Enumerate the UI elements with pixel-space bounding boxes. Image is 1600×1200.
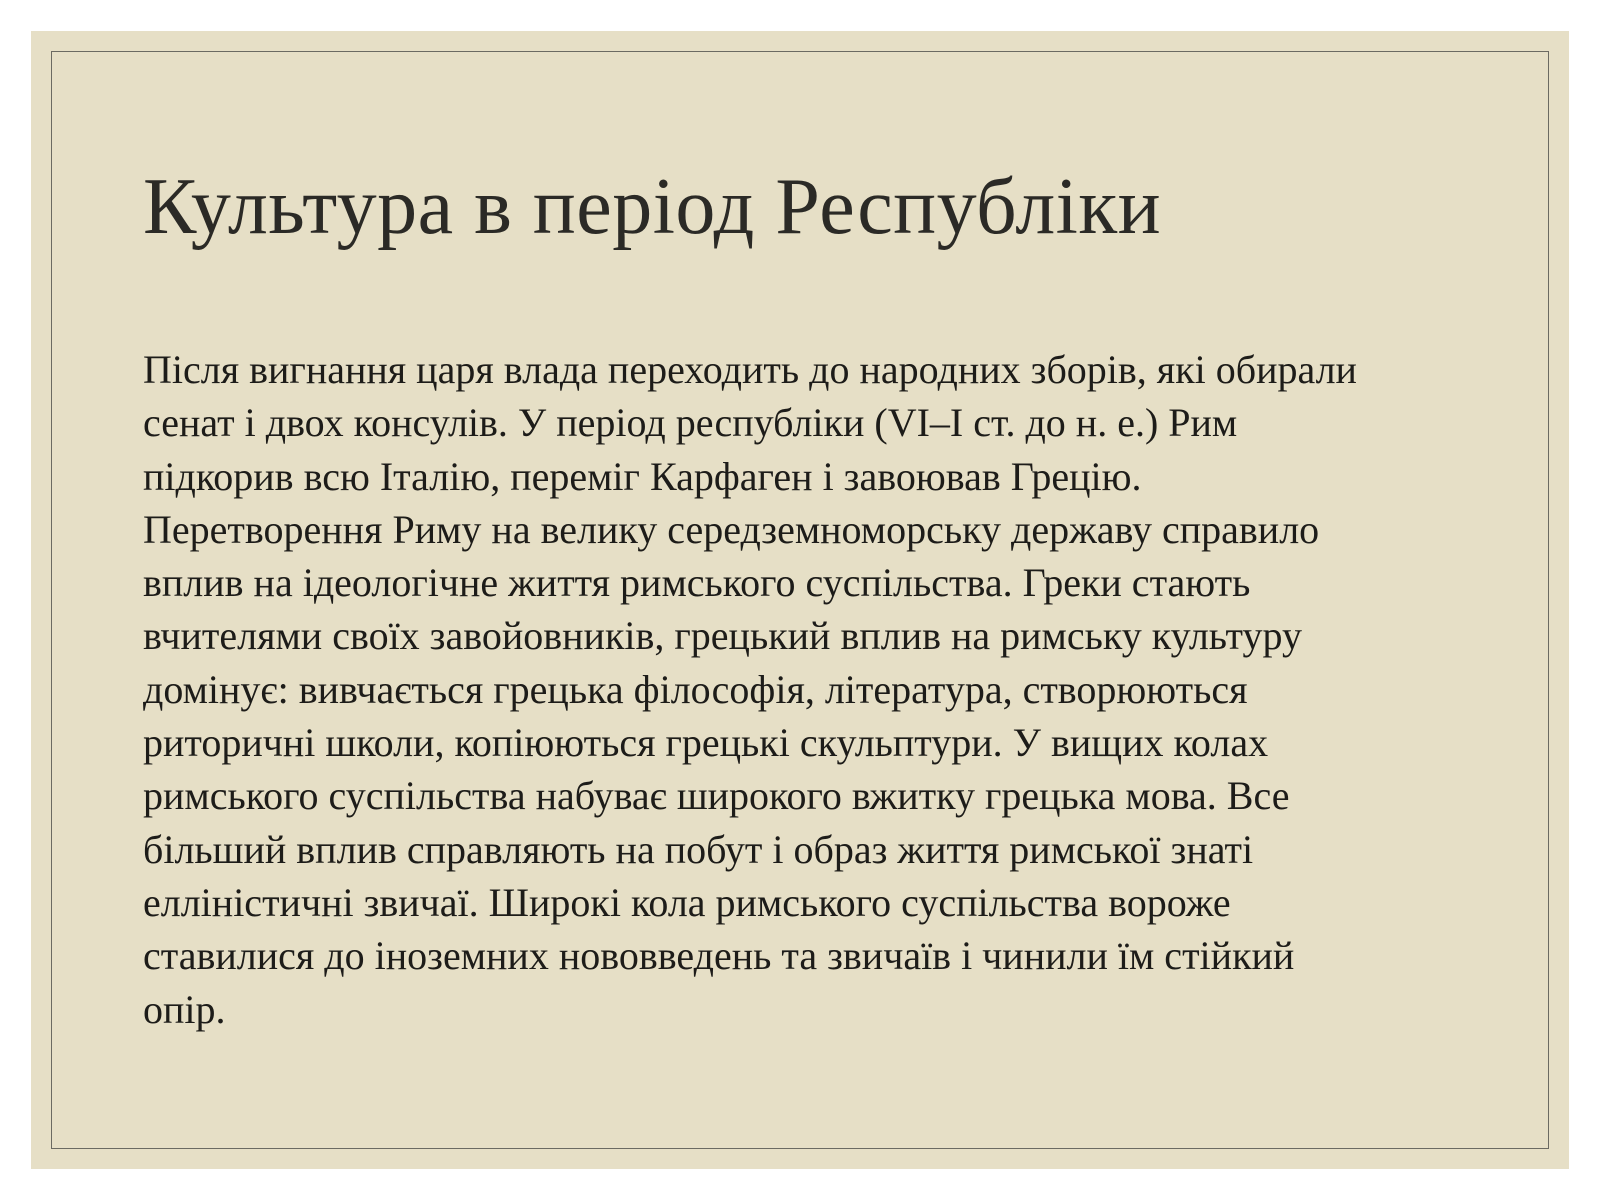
body-line: риторичні школи, копіюються грецькі скульптури. У вищих колах — [143, 720, 1269, 766]
body-line: домінує: вивчається грецька філософія, література, створюються — [143, 666, 1248, 712]
body-line: вплив на ідеологічне життя римського суспільства. Греки стають — [143, 560, 1251, 606]
body-line: сенат і двох консулів. У період республіки (VI–I ст. до н. е.) Рим — [143, 400, 1238, 446]
body-line: Перетворення Риму на велику середземноморську державу справило — [143, 506, 1320, 552]
body-line: Після вигнання царя влада переходить до народних зборів, які обирали — [143, 347, 1357, 392]
body-line: ставилися до іноземних нововведень та звичаїв і чинили їм стійкий — [143, 933, 1295, 979]
slide-body-text — [143, 343, 1473, 1036]
body-line: елліністичні звичаї. Широкі кола римського суспільства вороже — [143, 879, 1231, 925]
body-line: підкорив всю Італію, переміг Карфаген і завоював Грецію. — [143, 453, 1142, 499]
slide-title: Культура в період Республіки — [143, 163, 1162, 251]
body-line: більший вплив справляють на побут і образ життя римської знаті — [143, 826, 1254, 872]
slide — [31, 31, 1569, 1169]
body-line: римського суспільства набуває широкого вжитку грецька мова. Все — [143, 773, 1290, 819]
body-line: вчителями своїх завойовників, грецький вплив на римську культуру — [143, 613, 1302, 659]
body-line: опір. — [143, 986, 226, 1032]
